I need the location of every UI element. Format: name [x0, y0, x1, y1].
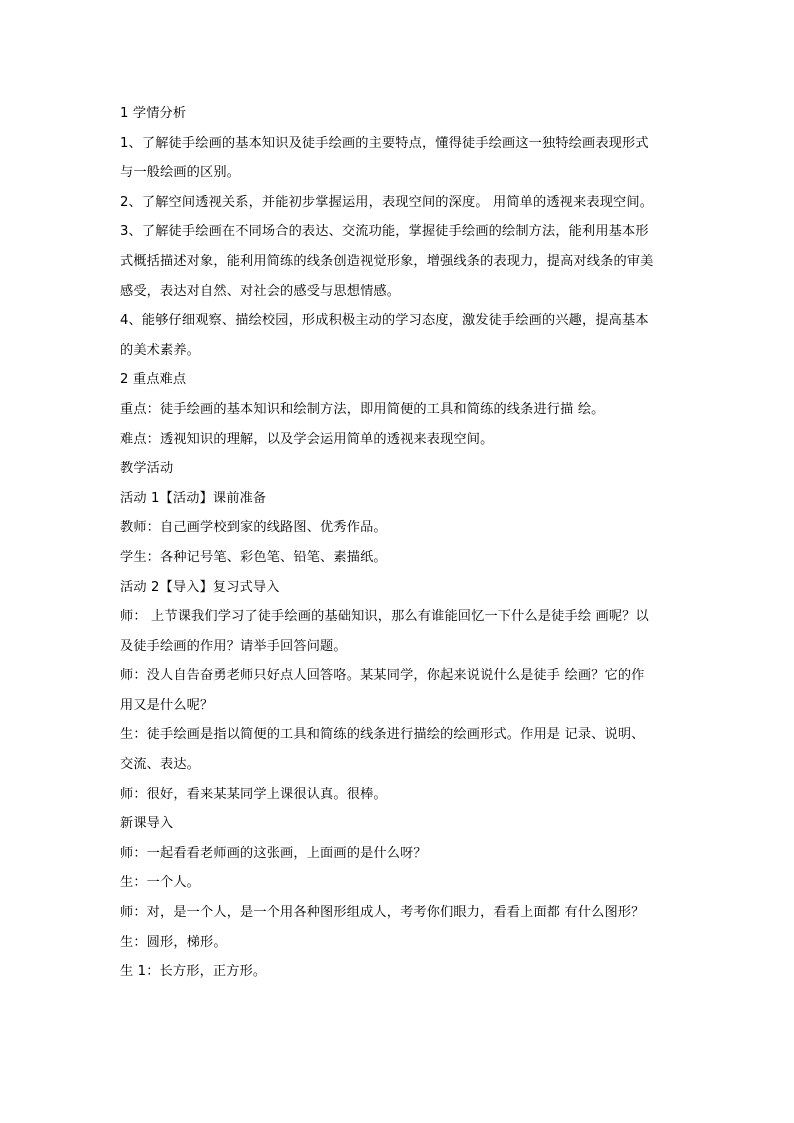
text-line: 2 重点难点	[120, 372, 187, 388]
paragraph	[120, 602, 676, 661]
paragraph	[120, 306, 676, 365]
text-line: 用又是什么呢？	[120, 697, 214, 713]
text-line: 新课导入	[120, 816, 174, 832]
paragraph	[120, 99, 676, 129]
text-line: 难点：透视知识的理解，以及学会运用简单的透视来表现空间。	[120, 431, 494, 447]
paragraph	[120, 217, 676, 306]
paragraph	[120, 188, 676, 218]
text-line: 2、了解空间透视关系，并能初步掌握运用，表现空间的深度。 用简单的透视来表现空间。	[120, 194, 654, 210]
text-line: 师：对，是一个人，是一个用各种图形组成人，考考你们眼力，看看上面都 有什么图形？	[120, 905, 645, 921]
paragraph	[120, 513, 676, 543]
text-line: 师：没人自告奋勇老师只好点人回答咯。某某同学，你起来说说什么是徒手 绘画？它的作	[120, 668, 645, 684]
paragraph	[120, 425, 676, 455]
text-line: 1 学情分析	[120, 106, 187, 121]
text-line: 与一般绘画的区别。	[120, 165, 241, 181]
text-line: 学生：各种记号笔、彩色笔、铅笔、素描纸。	[120, 549, 387, 565]
paragraph	[120, 839, 676, 869]
paragraph	[120, 720, 676, 779]
text-line: 的美术素养。	[120, 342, 201, 358]
text-line: 师：很好，看来某某同学上课很认真。很棒。	[120, 786, 387, 802]
paragraph	[120, 395, 676, 425]
paragraph	[120, 454, 676, 484]
text-line: 及徒手绘画的作用？请举手回答问题。	[120, 638, 347, 654]
paragraph	[120, 809, 676, 839]
text-line: 生：一个人。	[120, 875, 201, 891]
text-line: 式概括描述对象，能利用简练的线条创造视觉形象，增强线条的表现力，提高对线条的审美	[120, 253, 654, 269]
text-line: 活动 2【导入】复习式导入	[120, 579, 280, 595]
text-line: 3、了解徒手绘画在不同场合的表达、交流功能，掌握徒手绘画的绘制方法，能利用基本形	[120, 224, 649, 240]
paragraph	[120, 543, 676, 573]
paragraph	[120, 928, 676, 958]
text-line: 生：徒手绘画是指以简便的工具和简练的线条进行描绘的绘画形式。作用是 记录、说明、	[120, 727, 645, 743]
paragraph	[120, 780, 676, 810]
paragraph	[120, 573, 676, 603]
text-line: 教师：自己画学校到家的线路图、优秀作品。	[120, 520, 387, 536]
text-line: 交流、表达。	[120, 757, 201, 773]
text-line: 感受，表达对自然、对社会的感受与思想情感。	[120, 283, 401, 299]
text-line: 重点：徒手绘画的基本知识和绘制方法，即用简便的工具和简练的线条进行描 绘。	[120, 401, 605, 417]
text-line: 师： 上节课我们学习了徒手绘画的基础知识，那么有谁能回忆一下什么是徒手绘 画呢？以	[120, 609, 649, 625]
paragraph	[120, 365, 676, 395]
text-line: 4、能够仔细观察、描绘校园，形成积极主动的学习态度，激发徒手绘画的兴趣，提高基本	[120, 313, 649, 329]
text-line: 生 1：长方形，正方形。	[120, 964, 267, 980]
paragraph	[120, 957, 676, 987]
document-body	[120, 99, 676, 987]
paragraph	[120, 868, 676, 898]
text-line: 教学活动	[120, 461, 174, 477]
text-line: 1、了解徒手绘画的基本知识及徒手绘画的主要特点，懂得徒手绘画这一独特绘画表现形式	[120, 135, 649, 151]
paragraph	[120, 661, 676, 720]
paragraph	[120, 898, 676, 928]
paragraph	[120, 484, 676, 514]
paragraph	[120, 129, 676, 188]
text-line: 活动 1【活动】课前准备	[120, 490, 267, 506]
text-line: 生：圆形，梯形。	[120, 934, 227, 950]
text-line: 师：一起看看老师画的这张画，上面画的是什么呀？	[120, 845, 427, 861]
